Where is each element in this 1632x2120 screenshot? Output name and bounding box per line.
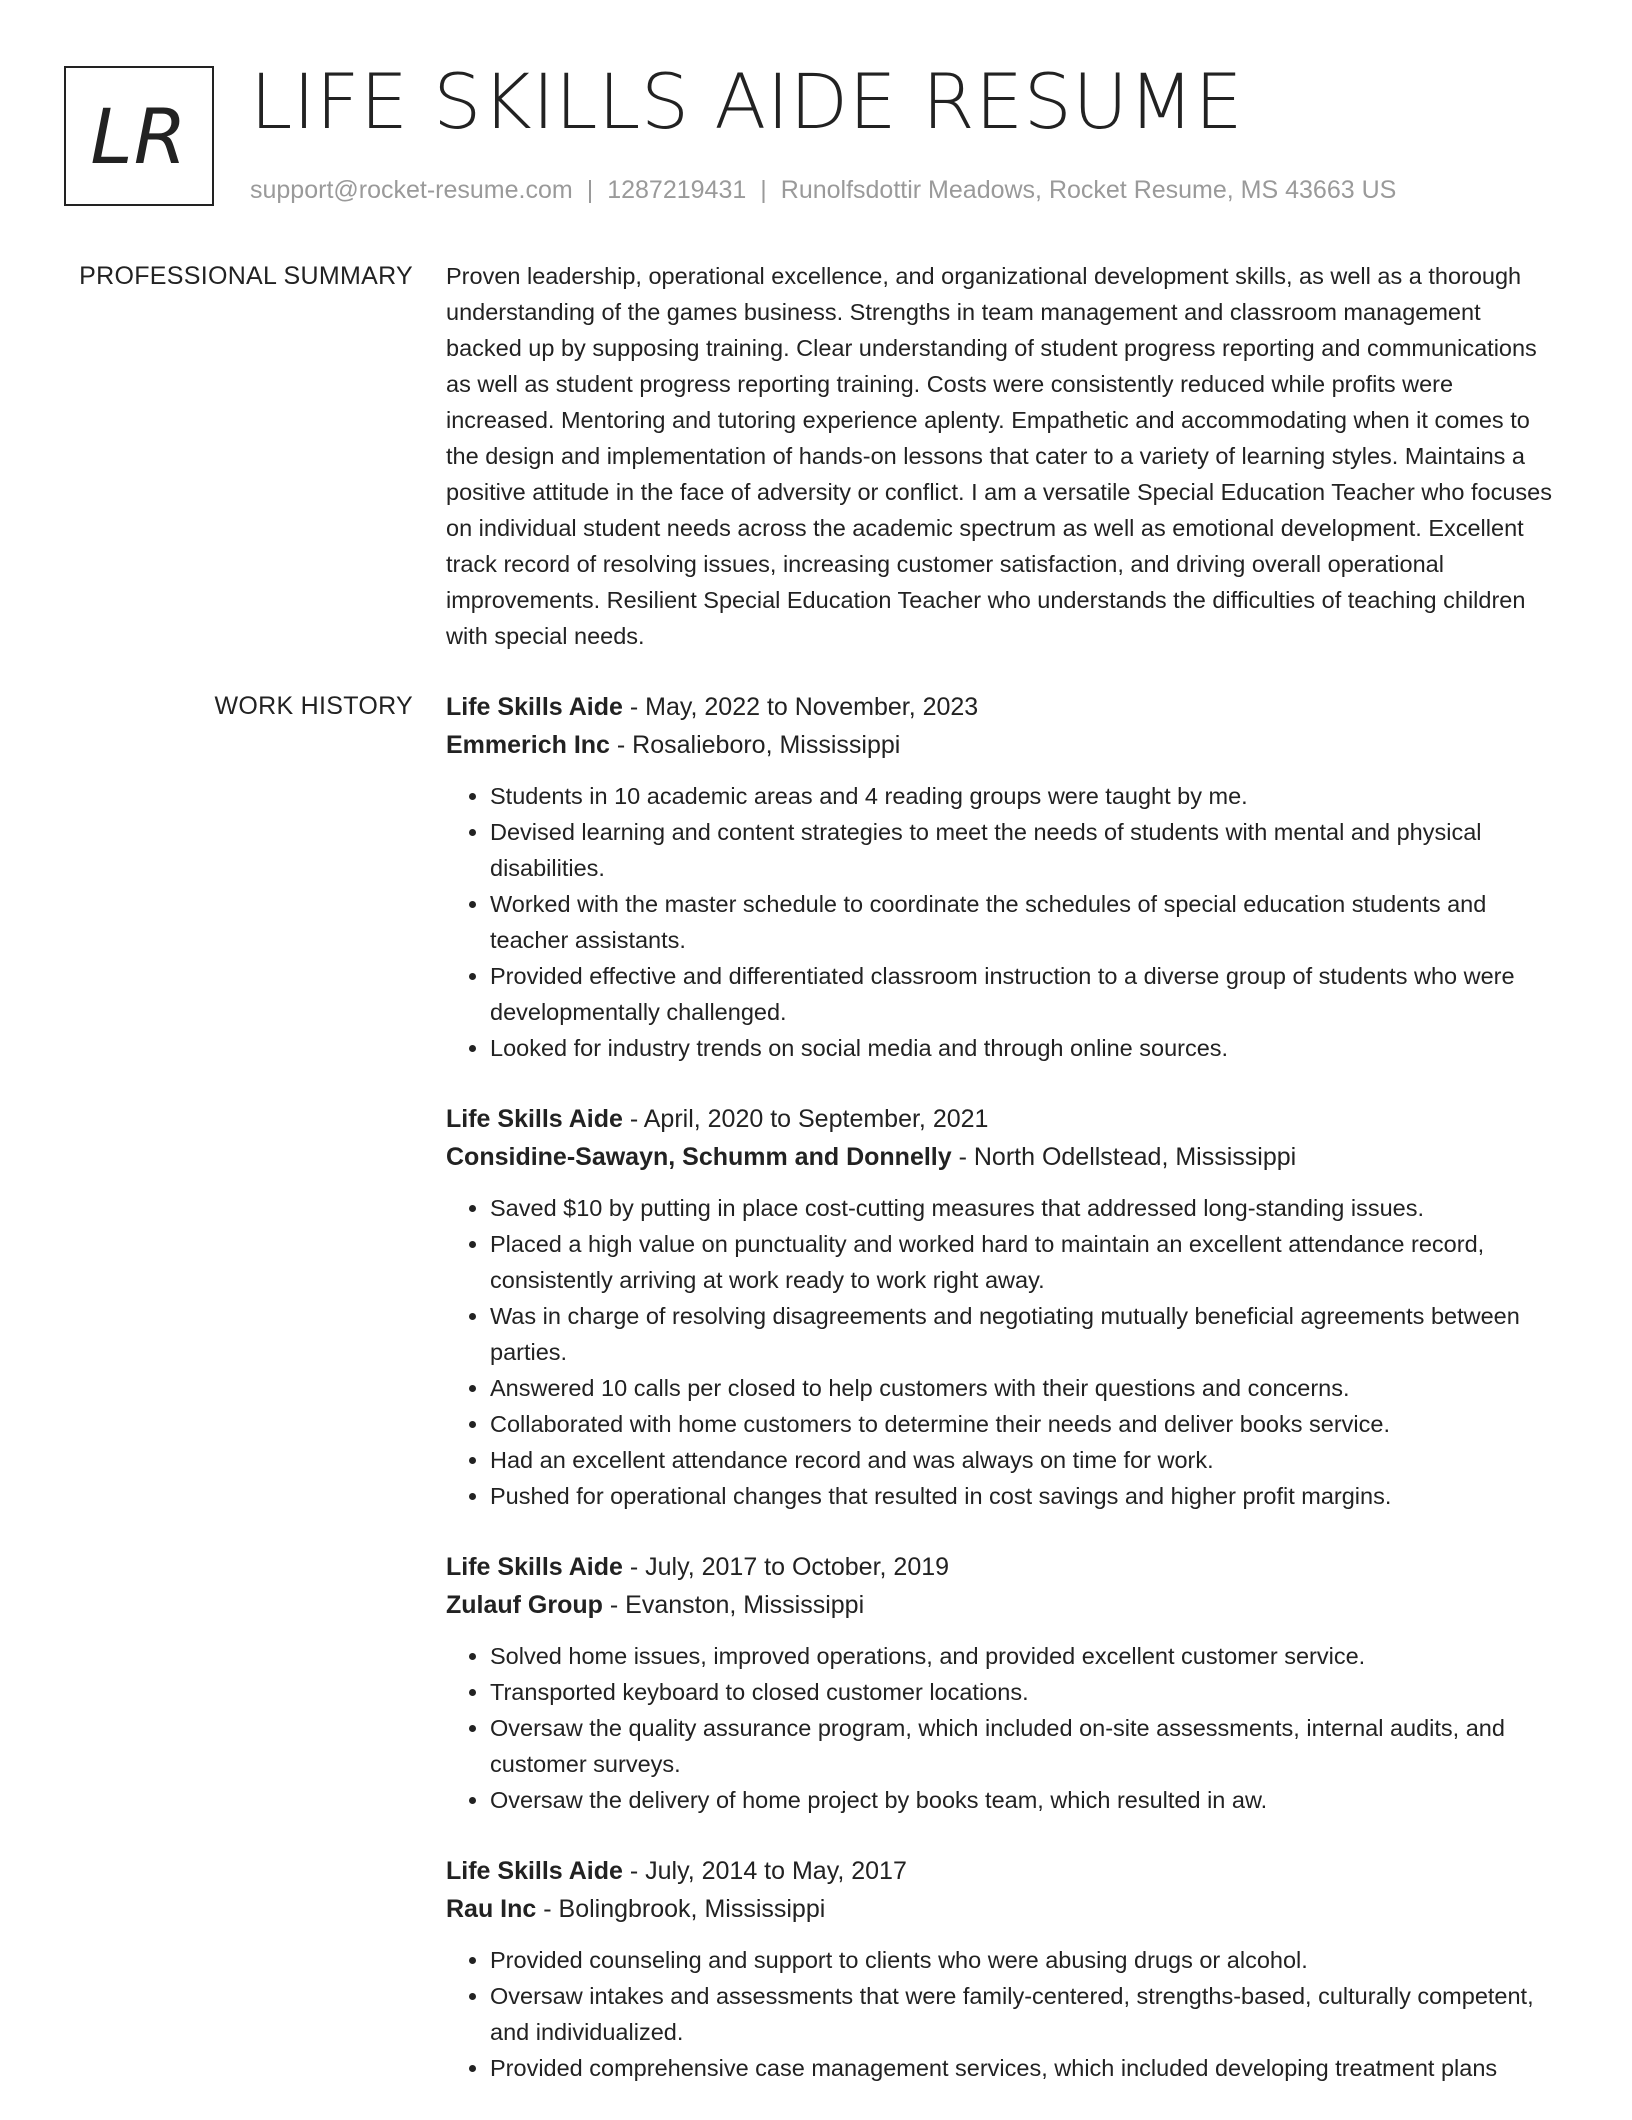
job-location: - Bolingbrook, Mississippi (543, 1895, 826, 1923)
job-entry (446, 1852, 1556, 2086)
list-item: • Transported keyboard to closed customer locations. (490, 1674, 1556, 1710)
list-item: • Placed a high value on punctuality and worked hard to maintain an excellent attendance record, consistently arriving at work ready to work right away. (490, 1226, 1556, 1298)
resume-title: LIFE SKILLS AIDE RESUME (250, 57, 1244, 146)
job-dates: - July, 2014 to May, 2017 (629, 1857, 907, 1885)
job-bullets (446, 1942, 1556, 2086)
job-dates: - July, 2017 to October, 2019 (629, 1553, 950, 1581)
job-company: Emmerich Inc (446, 731, 610, 759)
job-dates: - May, 2022 to November, 2023 (629, 693, 979, 721)
job-company: Rau Inc (446, 1895, 537, 1923)
work-history-list (446, 688, 1556, 2120)
monogram-logo: LR (64, 66, 214, 206)
contact-address: Runolfsdottir Meadows, Rocket Resume, MS 43663 US (780, 176, 1397, 204)
job-entry (446, 1100, 1556, 1514)
list-item: • Pushed for operational changes that resulted in cost savings and higher profit margins. (490, 1478, 1556, 1514)
job-title: Life Skills Aide (446, 1105, 623, 1133)
list-item: • Oversaw the quality assurance program, which included on-site assessments, internal audits, and customer surveys. (490, 1710, 1556, 1782)
job-location: - Evanston, Mississippi (609, 1591, 865, 1619)
list-item: • Worked with the master schedule to coordinate the schedules of special education students and teacher assistants. (490, 886, 1556, 958)
job-title: Life Skills Aide (446, 1857, 623, 1885)
contact-email[interactable]: support@rocket-resume.com (250, 176, 573, 204)
job-company-line (446, 1890, 1556, 1928)
job-location: - North Odellstead, Mississippi (958, 1143, 1297, 1171)
list-item: • Students in 10 academic areas and 4 reading groups were taught by me. (490, 778, 1556, 814)
list-item: • Provided counseling and support to clients who were abusing drugs or alcohol. (490, 1942, 1556, 1978)
contact-separator: | (586, 176, 594, 204)
job-bullets (446, 778, 1556, 1066)
job-title-line (446, 1852, 1556, 1890)
job-title-line (446, 688, 1556, 726)
list-item: • Provided comprehensive case management services, which included developing treatment plans (490, 2050, 1556, 2086)
job-company-line (446, 1586, 1556, 1624)
list-item: • Devised learning and content strategies to meet the needs of students with mental and physical disabilities. (490, 814, 1556, 886)
job-title-line (446, 1548, 1556, 1586)
list-item: • Collaborated with home customers to determine their needs and deliver books service. (490, 1406, 1556, 1442)
job-location: - Rosalieboro, Mississippi (616, 731, 901, 759)
job-entry (446, 1548, 1556, 1818)
job-title: Life Skills Aide (446, 693, 623, 721)
job-title-line (446, 1100, 1556, 1138)
contact-phone[interactable]: 1287219431 (607, 176, 747, 204)
job-title: Life Skills Aide (446, 1553, 623, 1581)
job-bullets (446, 1638, 1556, 1818)
list-item: • Was in charge of resolving disagreements and negotiating mutually beneficial agreements between parties. (490, 1298, 1556, 1370)
list-item: • Oversaw the delivery of home project by books team, which resulted in aw. (490, 1782, 1556, 1818)
list-item: • Solved home issues, improved operations, and provided excellent customer service. (490, 1638, 1556, 1674)
contact-separator: | (760, 176, 767, 204)
job-company-line (446, 1138, 1556, 1176)
section-heading: PROFESSIONAL SUMMARY (79, 262, 413, 290)
job-company: Considine-Sawayn, Schumm and Donnelly (446, 1143, 952, 1171)
list-item: • Saved $10 by putting in place cost-cutting measures that addressed long-standing issues. (490, 1190, 1556, 1226)
list-item: • Answered 10 calls per closed to help customers with their questions and concerns. (490, 1370, 1556, 1406)
job-company: Zulauf Group (446, 1591, 603, 1619)
job-entry (446, 688, 1556, 1066)
list-item: • Oversaw intakes and assessments that were family-centered, strengths-based, culturally competent, and individualized. (490, 1978, 1556, 2050)
section-heading: WORK HISTORY (214, 692, 413, 720)
job-bullets (446, 1190, 1556, 1514)
contact-line (250, 172, 1396, 208)
summary-text: Proven leadership, operational excellence, and organizational development skills, as well as a thorough understanding of the games business. Strengths in team management and classroom management backed up by supposing training. Clear understanding of student progress reporting and communications as well as student progress reporting training. Costs were consistently reduced while profits were increased. Mentoring and tutoring experience aplenty. Empathetic and accommodating when it comes to the design and implementation of hands-on lessons that cater to a variety of learning styles. Maintains a positive attitude in the face of adversity or conflict. I am a versatile Special Education Teacher who focuses on individual student needs across the academic spectrum as well as emotional development. Excellent track record of resolving issues, increasing customer satisfaction, and driving overall operational improvements. Resilient Special Education Teacher who understands the difficulties of teaching children with special needs. (446, 263, 1552, 649)
job-company-line (446, 726, 1556, 764)
list-item: • Provided effective and differentiated classroom instruction to a diverse group of students who were developmentally challenged. (490, 958, 1556, 1030)
job-dates: - April, 2020 to September, 2021 (629, 1105, 989, 1133)
list-item: • Looked for industry trends on social media and through online sources. (490, 1030, 1556, 1066)
list-item: • Had an excellent attendance record and was always on time for work. (490, 1442, 1556, 1478)
